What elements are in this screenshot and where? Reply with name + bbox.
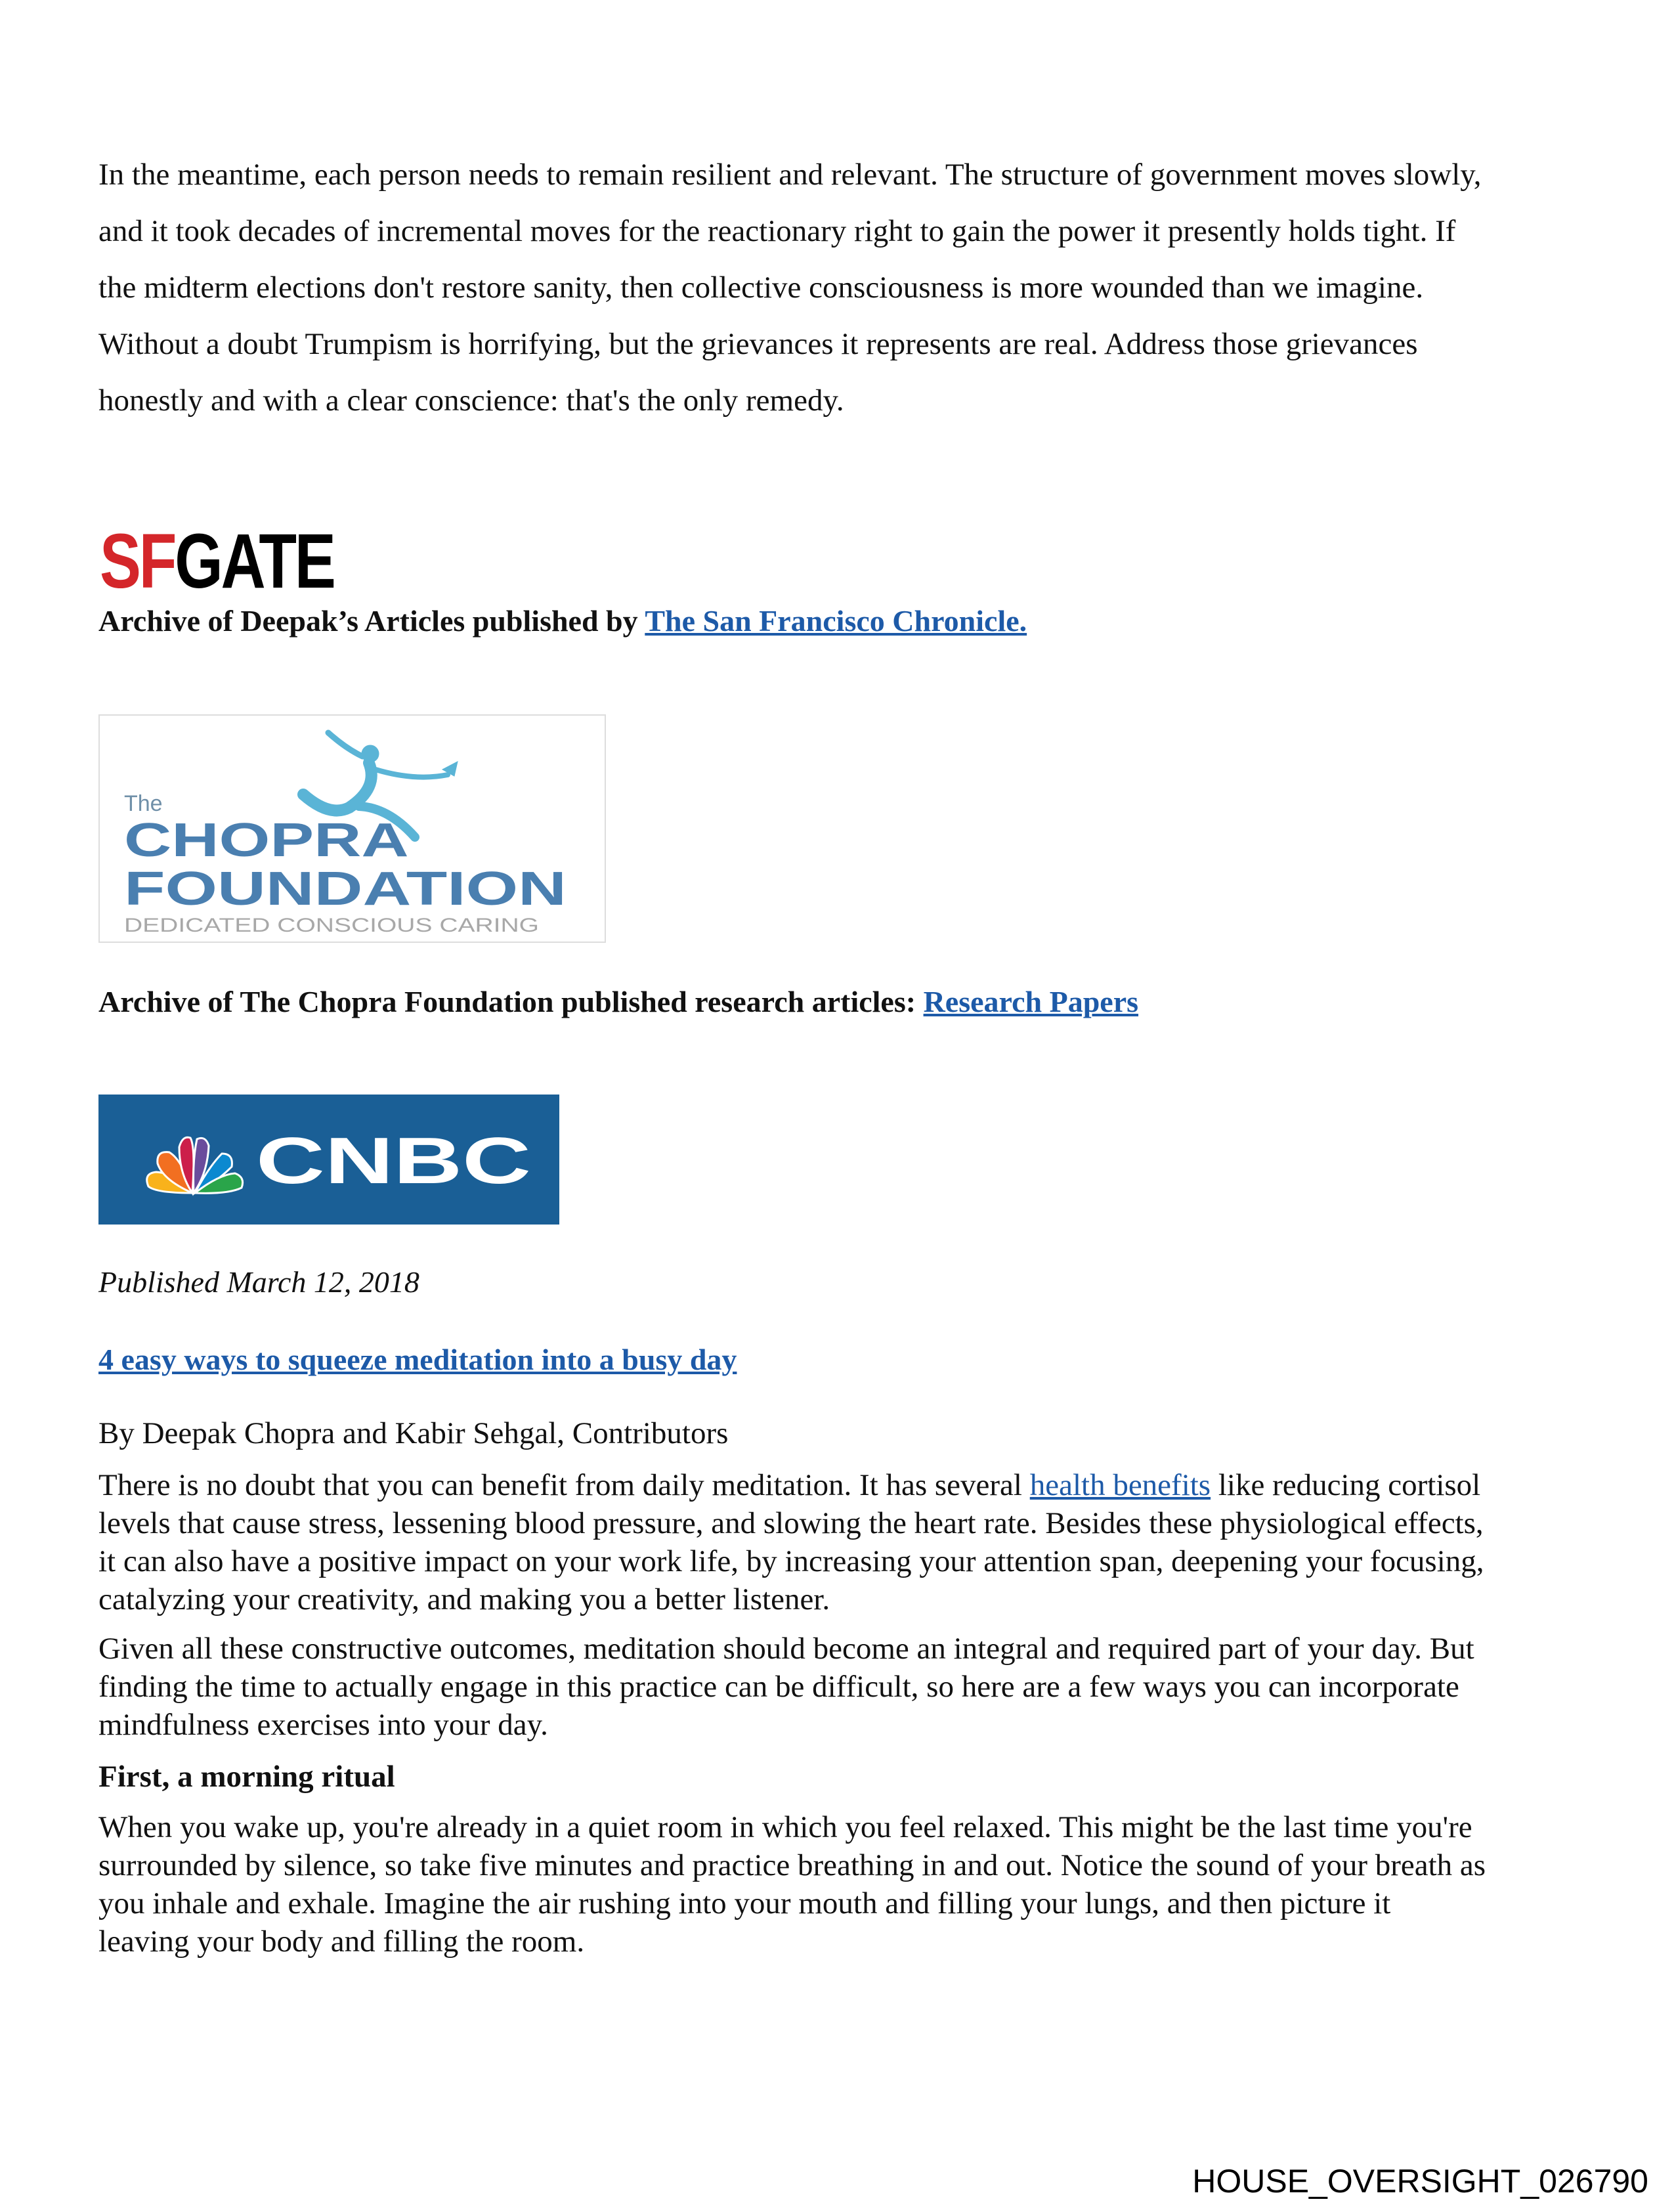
- text-line: mindfulness exercises into your day.: [98, 1708, 548, 1742]
- text-line: catalyzing your creativity, and making you a better listener.: [98, 1582, 830, 1616]
- article-paragraph-1: [98, 1466, 1484, 1618]
- peacock-icon: [143, 1134, 248, 1200]
- archive-label: Archive of The Chopra Foundation published research articles:: [98, 985, 924, 1018]
- text-line: [98, 1466, 1484, 1504]
- document-id-footer: HOUSE_OVERSIGHT_026790: [1192, 2163, 1648, 2200]
- research-papers-link[interactable]: Research Papers: [923, 985, 1139, 1018]
- logo-tagline: DEDICATED CONSCIOUS CARING: [124, 915, 540, 936]
- cnbc-wordmark: CNBC: [256, 1124, 531, 1198]
- sfgate-archive-line: [98, 601, 1027, 641]
- heading-text: First, a morning ritual: [98, 1760, 395, 1794]
- article-paragraph-3: [98, 1808, 1486, 1961]
- cnbc-logo: [98, 1095, 559, 1225]
- article-title-link[interactable]: 4 easy ways to squeeze meditation into a busy day: [98, 1343, 737, 1376]
- text-line: surrounded by silence, so take five minutes and practice breathing in and out. Notice the sound of your breath as: [98, 1848, 1486, 1882]
- intro-paragraph: [98, 146, 1482, 429]
- section-heading: [98, 1758, 395, 1796]
- text-line: finding the time to actually engage in this practice can be difficult, so here are a few ways you can incorporate: [98, 1670, 1459, 1704]
- text-line: honestly and with a clear conscience: that's the only remedy.: [98, 383, 844, 418]
- text-line: Given all these constructive outcomes, meditation should become an integral and required part of your day. But: [98, 1632, 1474, 1666]
- logo-foundation: FOUNDATION: [124, 863, 567, 915]
- text-line: Without a doubt Trumpism is horrifying, but the grievances it represents are real. Address those grievances: [98, 327, 1418, 361]
- text-line: it can also have a positive impact on your work life, by increasing your attention span, deepening your focusing,: [98, 1544, 1484, 1578]
- article-paragraph-2: [98, 1630, 1474, 1744]
- chopra-archive-line: [98, 982, 1138, 1022]
- chopra-foundation-logo: [98, 714, 606, 943]
- published-date: Published March 12, 2018: [98, 1265, 419, 1299]
- text-line: levels that cause stress, lessening blood pressure, and slowing the heart rate. Besides these physiological effects,: [98, 1506, 1484, 1540]
- archive-label: Archive of Deepak’s Articles published by: [98, 604, 645, 638]
- text-line: you inhale and exhale. Imagine the air rushing into your mouth and filling your lungs, and then picture it: [98, 1886, 1391, 1920]
- sfgate-logo: SFGATE: [100, 518, 334, 605]
- logo-chopra: CHOPRA: [124, 814, 409, 867]
- health-benefits-link[interactable]: health benefits: [1029, 1468, 1211, 1502]
- text-line: the midterm elections don't restore sanity, then collective consciousness is more wounded than we imagine.: [98, 271, 1424, 305]
- logo-the: The: [124, 791, 163, 816]
- text-line: leaving your body and filling the room.: [98, 1924, 585, 1959]
- article-title: [98, 1340, 737, 1379]
- text-line: and it took decades of incremental moves for the reactionary right to gain the power it presently holds tight. If: [98, 214, 1456, 248]
- text-line: In the meantime, each person needs to remain resilient and relevant. The structure of government moves slowly,: [98, 158, 1482, 192]
- text-segment: There is no doubt that you can benefit from daily meditation. It has several: [98, 1468, 1030, 1502]
- text-line: When you wake up, you're already in a quiet room in which you feel relaxed. This might be the last time you're: [98, 1810, 1472, 1844]
- byline: By Deepak Chopra and Kabir Sehgal, Contributors: [98, 1416, 729, 1450]
- text-segment: like reducing cortisol: [1211, 1468, 1481, 1502]
- sf-chronicle-link[interactable]: The San Francisco Chronicle.: [645, 604, 1027, 638]
